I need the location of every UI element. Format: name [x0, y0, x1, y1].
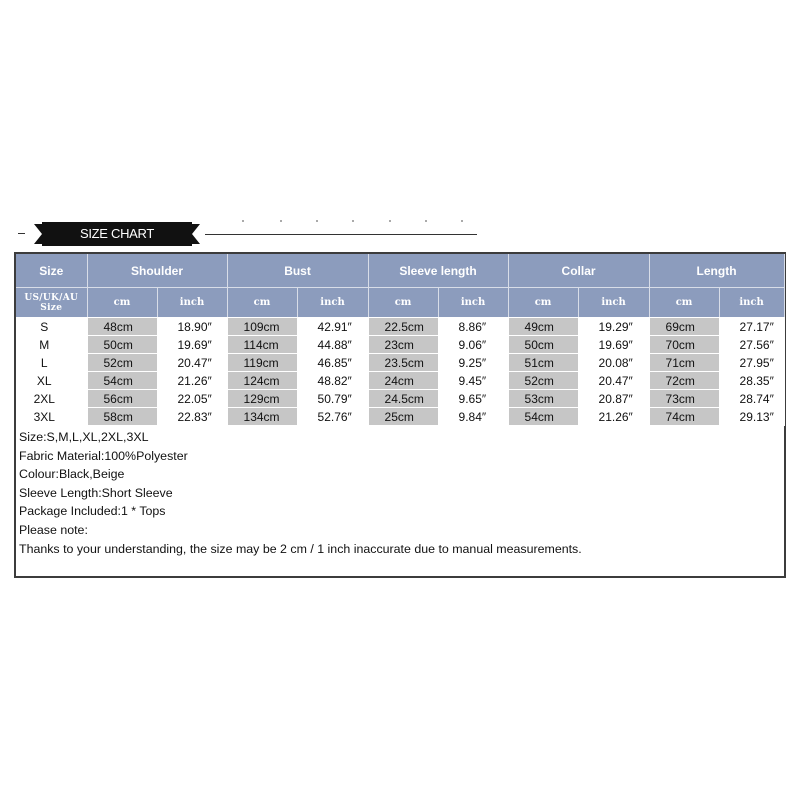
collar-column-header: Collar — [508, 254, 649, 288]
table-row — [16, 354, 784, 372]
inch-value-cell: 19.69″ — [578, 336, 649, 354]
inch-value-cell: 9.84″ — [438, 408, 508, 426]
cm-value-cell: 73cm — [649, 390, 719, 408]
unit-cm: cm — [87, 288, 157, 318]
inch-value-cell: 28.35″ — [719, 372, 784, 390]
inch-value-cell: 9.25″ — [438, 354, 508, 372]
note-fabric: Fabric Material:100%Polyester — [19, 448, 188, 463]
table-row — [16, 372, 784, 390]
cm-value-cell: 70cm — [649, 336, 719, 354]
inch-value-cell: 21.26″ — [157, 372, 227, 390]
inch-value-cell: 9.06″ — [438, 336, 508, 354]
sleeve-length-column-header: Sleeve length — [368, 254, 508, 288]
inch-value-cell: 18.90″ — [157, 318, 227, 336]
unit-inch: inch — [578, 288, 649, 318]
length-column-header: Length — [649, 254, 784, 288]
cm-value-cell: 52cm — [508, 372, 578, 390]
size-chart-banner — [0, 212, 800, 256]
cm-value-cell: 54cm — [87, 372, 157, 390]
table-row — [16, 408, 784, 426]
cm-value-cell: 51cm — [508, 354, 578, 372]
size-cell: 3XL — [16, 408, 87, 426]
inch-value-cell: 21.26″ — [578, 408, 649, 426]
note-please-note: Please note: — [19, 522, 88, 537]
size-table — [16, 254, 785, 426]
inch-value-cell: 19.69″ — [157, 336, 227, 354]
table-header-row — [16, 254, 784, 288]
cm-value-cell: 119cm — [227, 354, 297, 372]
cm-value-cell: 54cm — [508, 408, 578, 426]
shoulder-column-header: Shoulder — [87, 254, 227, 288]
cm-value-cell: 24.5cm — [368, 390, 438, 408]
cm-value-cell: 23.5cm — [368, 354, 438, 372]
unit-cm: cm — [227, 288, 297, 318]
size-cell: 2XL — [16, 390, 87, 408]
unit-cm: cm — [649, 288, 719, 318]
cm-value-cell: 58cm — [87, 408, 157, 426]
unit-cm: cm — [508, 288, 578, 318]
size-cell: M — [16, 336, 87, 354]
size-cell: L — [16, 354, 87, 372]
cm-value-cell: 129cm — [227, 390, 297, 408]
table-row — [16, 336, 784, 354]
inch-value-cell: 20.47″ — [157, 354, 227, 372]
cm-value-cell: 53cm — [508, 390, 578, 408]
table-row — [16, 390, 784, 408]
note-sleeve: Sleeve Length:Short Sleeve — [19, 485, 173, 500]
inch-value-cell: 52.76″ — [297, 408, 368, 426]
product-notes — [16, 426, 784, 558]
bust-column-header: Bust — [227, 254, 368, 288]
note-colour: Colour:Black,Beige — [19, 467, 125, 482]
inch-value-cell: 28.74″ — [719, 390, 784, 408]
note-package: Package Included:1 * Tops — [19, 504, 166, 519]
cm-value-cell: 50cm — [508, 336, 578, 354]
cm-value-cell: 23cm — [368, 336, 438, 354]
inch-value-cell: 9.45″ — [438, 372, 508, 390]
cm-value-cell: 124cm — [227, 372, 297, 390]
inch-value-cell: 20.08″ — [578, 354, 649, 372]
cm-value-cell: 50cm — [87, 336, 157, 354]
inch-value-cell: 44.88″ — [297, 336, 368, 354]
unit-cm: cm — [368, 288, 438, 318]
unit-inch: inch — [438, 288, 508, 318]
inch-value-cell: 8.86″ — [438, 318, 508, 336]
banner-left-dash — [18, 233, 25, 234]
cm-value-cell: 109cm — [227, 318, 297, 336]
banner-dots — [212, 220, 482, 223]
cm-value-cell: 114cm — [227, 336, 297, 354]
size-cell: S — [16, 318, 87, 336]
banner-ribbon — [34, 222, 200, 246]
size-column-header: Size — [16, 254, 87, 288]
cm-value-cell: 49cm — [508, 318, 578, 336]
size-chart-frame — [14, 252, 786, 578]
table-row — [16, 318, 784, 336]
inch-value-cell: 42.91″ — [297, 318, 368, 336]
banner-rule — [205, 234, 477, 235]
size-cell: XL — [16, 372, 87, 390]
inch-value-cell: 20.47″ — [578, 372, 649, 390]
unit-inch: inch — [157, 288, 227, 318]
cm-value-cell: 134cm — [227, 408, 297, 426]
region-size-header: US/UK/AU Size — [16, 288, 87, 318]
inch-value-cell: 27.95″ — [719, 354, 784, 372]
note-disclaimer: Thanks to your understanding, the size may be 2 cm / 1 inch inaccurate due to manual measurements. — [19, 541, 582, 556]
cm-value-cell: 74cm — [649, 408, 719, 426]
cm-value-cell: 71cm — [649, 354, 719, 372]
inch-value-cell: 46.85″ — [297, 354, 368, 372]
inch-value-cell: 29.13″ — [719, 408, 784, 426]
cm-value-cell: 22.5cm — [368, 318, 438, 336]
cm-value-cell: 48cm — [87, 318, 157, 336]
inch-value-cell: 9.65″ — [438, 390, 508, 408]
banner-title: SIZE CHART — [79, 226, 155, 241]
cm-value-cell: 52cm — [87, 354, 157, 372]
unit-inch: inch — [719, 288, 784, 318]
cm-value-cell: 25cm — [368, 408, 438, 426]
inch-value-cell: 27.56″ — [719, 336, 784, 354]
unit-header-row — [16, 288, 784, 318]
inch-value-cell: 22.05″ — [157, 390, 227, 408]
inch-value-cell: 19.29″ — [578, 318, 649, 336]
unit-inch: inch — [297, 288, 368, 318]
inch-value-cell: 50.79″ — [297, 390, 368, 408]
inch-value-cell: 27.17″ — [719, 318, 784, 336]
inch-value-cell: 22.83″ — [157, 408, 227, 426]
note-sizes: Size:S,M,L,XL,2XL,3XL — [19, 430, 149, 444]
cm-value-cell: 56cm — [87, 390, 157, 408]
inch-value-cell: 20.87″ — [578, 390, 649, 408]
inch-value-cell: 48.82″ — [297, 372, 368, 390]
cm-value-cell: 72cm — [649, 372, 719, 390]
cm-value-cell: 69cm — [649, 318, 719, 336]
cm-value-cell: 24cm — [368, 372, 438, 390]
